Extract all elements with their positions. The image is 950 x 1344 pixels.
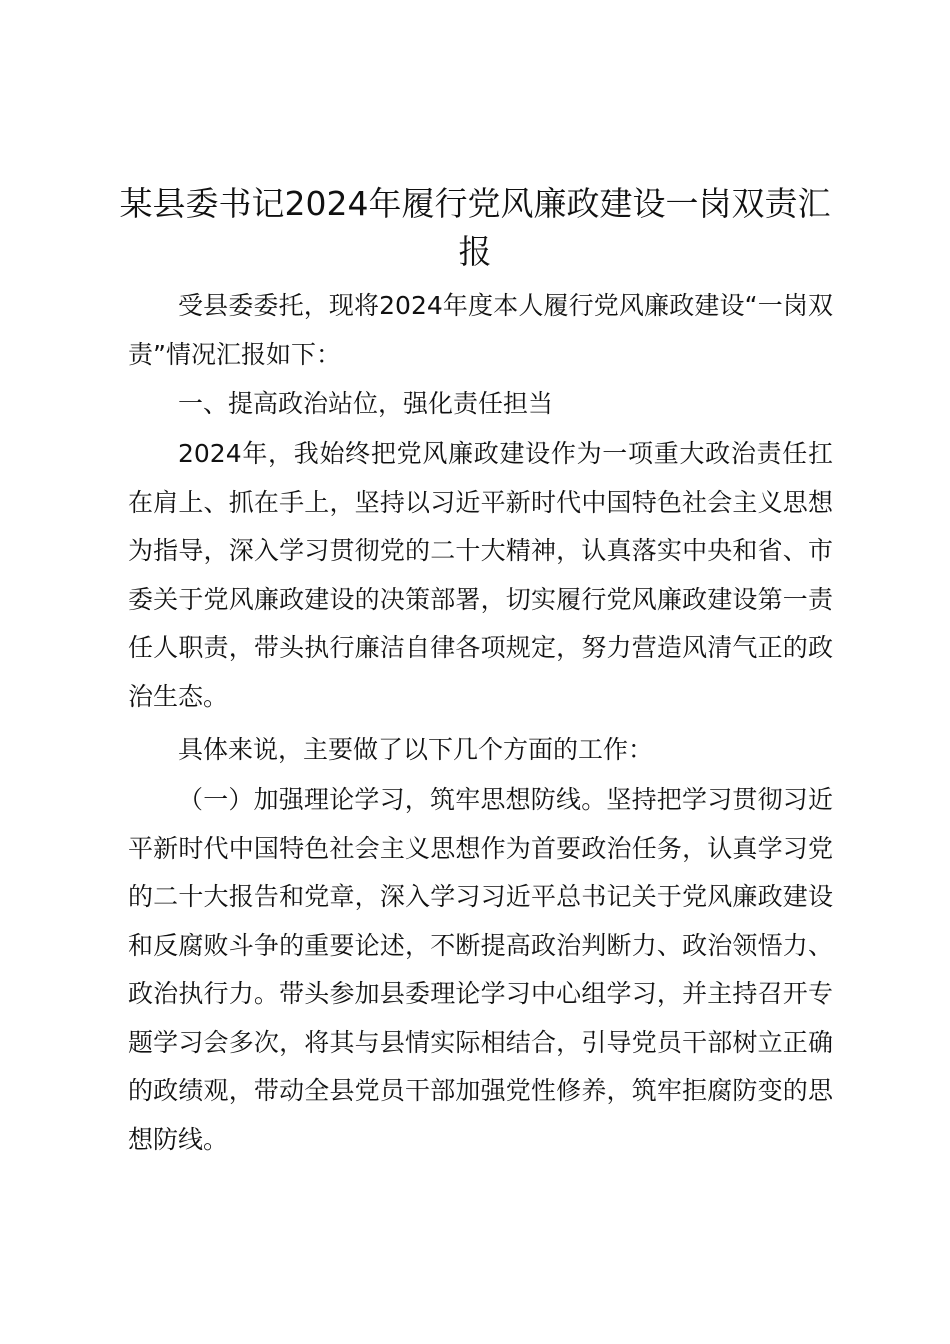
section-1-paragraph: 2024年，我始终把党风廉政建设作为一项重大政治责任扛在肩上、抓在手上，坚持以习近平新时代中国特色社会主义思想为指导，深入学习贯彻党的二十大精神，认真落实中央和省、市委关于党风廉政建设的决策部署，切实履行党风廉政建设第一责任人职责，带头执行廉洁自律各项规定，努力营造风清气正的政治生态。 (128, 439, 833, 711)
intro-paragraph: 受县委委托，现将2024年度本人履行党风廉政建设“一岗双责”情况汇报如下： (128, 291, 833, 369)
section-heading-1: 一、提高政治站位，强化责任担当 (178, 389, 554, 418)
document-title: 某县委书记2024年履行党风廉政建设一岗双责汇报 (119, 184, 831, 271)
work-summary-paragraph: 具体来说，主要做了以下几个方面的工作： (178, 735, 654, 764)
subsection-1-paragraph: （一）加强理论学习，筑牢思想防线。坚持把学习贯彻习近平新时代中国特色社会主义思想作为首要政治任务，认真学习党的二十大报告和党章，深入学习习近平总书记关于党风廉政建设和反腐败斗争的重要论述，不断提高政治判断力、政治领悟力、政治执行力。带头参加县委理论学习中心组学习，并主持召开专题学习会多次，将其与县情实际相结合，引导党员干部树立正确的政绩观，带动全县党员干部加强党性修养，筑牢拒腐防变的思想防线。 (128, 785, 833, 1154)
